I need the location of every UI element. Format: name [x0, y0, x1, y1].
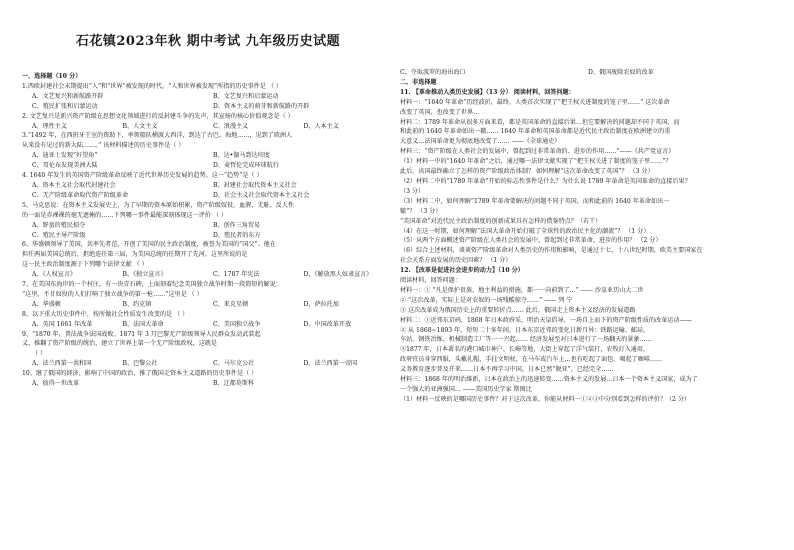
option[interactable]: D、资本主义的萌芽和新航路的开辟	[213, 102, 310, 110]
option[interactable]: D、社会主义社会取代资本主义社会	[213, 191, 310, 199]
text-line: ② “这次改革，实际上是对农奴的一场残酷掠夺……” —— 列 宁	[400, 296, 573, 304]
option[interactable]: C、夺取波罗的海出海口	[400, 69, 466, 76]
option[interactable]: B、迁都莫斯科	[213, 380, 255, 388]
text-line: 材料二：1789 年革命从很多方面来看，都是英国革命的直接后果…但它要解决的问题却不同于英国，而	[400, 118, 680, 126]
q4-options	[22, 181, 394, 191]
option[interactable]: D、《解放黑人奴隶宣言》	[303, 271, 373, 279]
text-line: 大意义…法国革命更为彻底地改变了…… ——《全球通史》	[400, 138, 561, 146]
question-12-subheading: 阅读材料，回答问题：	[400, 277, 461, 285]
q3-options	[22, 151, 394, 161]
text-line: 车站、钢铁冶炼、机械制造工厂等一一兴起…… 经济发展至对日本进行了一场翻天的景象……	[400, 336, 652, 344]
section-heading: 一、选择题（10 分）	[22, 73, 82, 80]
text-line: 此后，该国最终确立了怎样的资产阶级政治体制？ 如何理解“这次革命改变了英国”？ （3 分）	[400, 168, 654, 176]
q1-options	[22, 92, 394, 102]
question-2: 2. 文艺复兴是新兴资产阶级在思想文化领域进行的反封建斗争的先声，其宣扬的核心价值观念是（ ）	[22, 112, 294, 120]
option[interactable]: B、法国大革命	[122, 320, 164, 328]
text-line: 一个强大的亚洲强国… ——美国历史学家 斯图比	[400, 386, 532, 393]
text-line: 材料一：“1640 年革命”历经波折，最终，人类首次实现了“把王权关进制度的笼子里……” 这次革命	[400, 98, 670, 106]
text-line: ③1877 年，日本著名的港口城市神户、长崎等地，大街上穿起了洋气装打，农牧打入通用，	[400, 346, 650, 354]
question-6-cont: 这一民主政治制度源于下列哪个法律文献 （ ）	[22, 261, 148, 269]
option[interactable]: B、《独立宣言》	[122, 271, 167, 279]
option[interactable]: C、1787 年宪法	[213, 271, 260, 279]
question-5: 5、马克思说：在资本主义发展史上，为了早期的资本原始积累，资产阶级奴役、血腥、无耻、反人性	[22, 201, 295, 209]
question-9-cont: 义，推翻了资产阶级的统治，建立了世界上第一个无产阶级政权，这就是	[22, 340, 217, 348]
option[interactable]: A、文艺复兴和新航路开辟	[32, 92, 104, 100]
text-line: 材料二：①近邻东京码，1868 年日本政府采，明治天皇倡导，一场自上而下的资产阶级性质的改革运动——	[400, 316, 692, 324]
text-line: （1）材料一中的“1640 年革命”之后，通过哪一法律文献实现了“把王权关进了制度的笼子里……”？	[400, 158, 672, 166]
option[interactable]: B、创作三角贸易	[213, 221, 261, 229]
option[interactable]: B、达•伽马到达印度	[213, 152, 270, 160]
text-line: （5）从两个方面概述资产阶级在人类社会的发展中，曾起到过非常革命、进步的作用？ （2 分）	[400, 237, 662, 245]
question-6: 6、华盛顿领导了美国，共率先者范，开创了美国的民主政治制度，被誉为美国的“国父”。他在	[22, 241, 276, 249]
option[interactable]: C、马尔克公社	[213, 360, 255, 368]
text-line: （6）综合上述材料，谈谈资产阶级革命对人类历史的作用和影响，是通过十七、十八世纪时期，欧美主要国家在	[400, 247, 703, 255]
option[interactable]: A、野蛮的殖民掠夺	[32, 221, 86, 229]
option[interactable]: B、人文主义	[122, 122, 158, 130]
text-line: “美国革命”对近代民主政治制度的创新成果具有怎样的借鉴特点？（若干）	[400, 217, 602, 225]
text-line: 改变了英国，也改变了世界…	[400, 108, 480, 116]
option[interactable]: D、萨拉托加	[303, 300, 339, 308]
q6-options	[22, 270, 394, 280]
text-line: 材料一：① “凡是保护贵族、地主利益的措施，都一一向前到了…” —— 沙皇亚历山大二世	[400, 286, 644, 294]
text-line: 社会关系方面发展的历史因素？ （1 分）	[400, 257, 512, 265]
option[interactable]: C、殖民扩张和启蒙运动	[32, 102, 98, 110]
option[interactable]: D、人本主义	[303, 122, 339, 130]
q9-options	[22, 359, 394, 369]
text-line: 辙”？ （3 分）	[400, 207, 442, 215]
question-3-cont: 从来没有见过的新大陆……。” 该材料描述的历史事件是（ ）	[22, 142, 185, 150]
text-line: 材料三：“资产阶级在人类社会的发展中，曾起到过非常革命的、进步的作用……”——《共产党宣言》	[400, 148, 675, 156]
option[interactable]: C、来克星顿	[213, 300, 249, 308]
question-3: 3.“1492 年，在西班牙王室的资助下，率领船队横渡大西洋，到达了古巴、海地……，见到了欧洲人	[22, 132, 293, 140]
q7-options	[22, 300, 394, 310]
q10-options	[22, 379, 394, 389]
option[interactable]: A、《人权宣言》	[32, 271, 77, 279]
answer-paren[interactable]: （ ）	[32, 350, 47, 358]
exam-title: 石花镇2023年秋 期中考试 九年级历史试题	[75, 34, 341, 49]
option[interactable]: B、约克镇	[122, 300, 152, 308]
question-12-heading: 12. 【改革是促进社会进步的动力】（10 分）	[400, 267, 524, 275]
question-12-body	[400, 286, 776, 405]
text-line: 和此前的 1640 年革命如出一辙…… 1640 年革命和英国革命都是近代民主政治制度在欧洲建立的重	[400, 128, 671, 136]
option[interactable]: A、彼得一世改革	[32, 380, 80, 388]
option[interactable]: A、迪亚士发现“好望角”	[32, 152, 98, 160]
text-line: ② 从 1868~1893 年，短短二十多年间，日本东京近邻的变化日新月异：铁路运输、邮局、	[400, 326, 650, 334]
option[interactable]: A、华盛顿	[32, 300, 61, 308]
q5-options	[22, 221, 394, 231]
option[interactable]: B、巴黎公社	[122, 360, 158, 368]
option[interactable]: D、法兰西第一帝国	[303, 360, 358, 368]
option[interactable]: D、俄国废除农奴的改革	[588, 69, 654, 76]
question-8: 8、以下重大历史事件中，按所做社会性质发生改变的是 （ ）	[22, 310, 189, 318]
question-9: 9、“1870 年，普法战争法国战败。1871 年 3 月巴黎无产阶级领导人民群众发动武装起	[22, 330, 261, 338]
question-7-cont: “这里，不甘奴役的人们打响了独立战争的第一枪……”这里是 （ ）	[22, 290, 203, 298]
option[interactable]: C、殖民主导产阶级	[32, 231, 86, 239]
option[interactable]: D、麦哲伦完成环球航行	[213, 162, 279, 170]
q10-options-cont	[400, 68, 776, 78]
question-6-cont: 担任两届美国总统后，拒绝连任第三届，为美国总统的任期开了先河。这里所说的是	[22, 251, 248, 259]
question-11-heading: 11. 【革命推动人类历史发展】（13 分） 阅读材料，回答问题：	[400, 88, 575, 96]
option[interactable]: D、中国改革开放	[303, 320, 352, 328]
option[interactable]: C、无产阶级革命取代资产阶级革命	[32, 191, 129, 199]
left-column	[22, 72, 394, 389]
q2-options	[22, 122, 394, 132]
text-line: （4）在这一时期，如何理解“法国大革命开始打破了全球性的政治民主化的潮流”？ （1 分）	[400, 227, 650, 235]
question-5-cont: 的一面是赤裸裸的毫无遮掩的……下列哪一事件最能深刻体现这一评价 （ ）	[22, 211, 227, 219]
option[interactable]: B、文艺复兴和启蒙运动	[213, 92, 279, 100]
text-line: （3 分）	[400, 187, 425, 195]
question-11-body	[400, 98, 776, 266]
text-line: （3）材料二中，如何理解“1789 年革命要解决的问题不同于英国，而和此前的 1640 年革命如出一	[400, 197, 670, 205]
section-heading: 二、非选择题	[400, 78, 437, 86]
option[interactable]: A、英国 1661 年改革	[32, 320, 93, 328]
text-line: 政府官员身穿西服，头戴礼帽，手拄文明杖，在马车或汽车上…也有吃起了面包、喝起了咖啡……	[400, 356, 663, 364]
option[interactable]: B、封建社会取代资本主义社会	[213, 181, 297, 189]
text-line: （2）材料二中的“1789 年革命”开始的标志性事件是什么？为什么说 1789 年革命是英国革命的直接后果？	[400, 177, 691, 185]
option[interactable]: C、哥伦布发现美洲大陆	[32, 162, 98, 170]
option[interactable]: C、浪漫主义	[213, 122, 249, 130]
text-line: 材料三：1868 年的明治维新，日本在政治上的迅速转变……资本主义的发展…日本一个资本主义国家，成为了	[400, 376, 698, 384]
text-line: （1）材料一反映的是哪国历史事件？对于这次改革，你能从材料一①②③中分别看到怎样的评价？（2 分）	[400, 395, 691, 403]
question-10: 10、继了俄国的経济、影响了中国的政治，推了俄国走资本主义道路的历史事件是（ ）	[22, 370, 258, 378]
q8-options	[22, 320, 394, 330]
option[interactable]: D、殖民者的东方	[213, 231, 261, 239]
option[interactable]: C、美国独立战争	[213, 320, 261, 328]
right-column	[400, 68, 776, 405]
text-line: 义务教育逐步普及开来……日本不再学习中国，日本已然“脱亚”，已经完全……	[400, 366, 614, 374]
text-line: ③ 这次改革成为俄国历史上的重要转折点…… 此后，俄国走上资本主义经济的发展道路	[400, 306, 636, 314]
option[interactable]: A、法兰西第一共和国	[32, 360, 92, 368]
question-7: 7、在美国东海岸的一个村庄，有一块青石碑，上面刻着纪念美国独立战争时期一段简短的解说：	[22, 281, 282, 289]
question-1: 1.西欧封建社会末期提出“人”和“世界”被发现的时代。“人和世界被发现”所指的历史事件是 （ ）	[22, 82, 282, 90]
option[interactable]: A、理性主义	[32, 122, 67, 130]
option[interactable]: A、资本主义社会取代封建社会	[32, 181, 116, 189]
question-4: 4. 1640 年发生的英国资产阶级革命反映了近代世界历史发展的趋势。这一“趋势”是（ ）	[22, 172, 263, 180]
